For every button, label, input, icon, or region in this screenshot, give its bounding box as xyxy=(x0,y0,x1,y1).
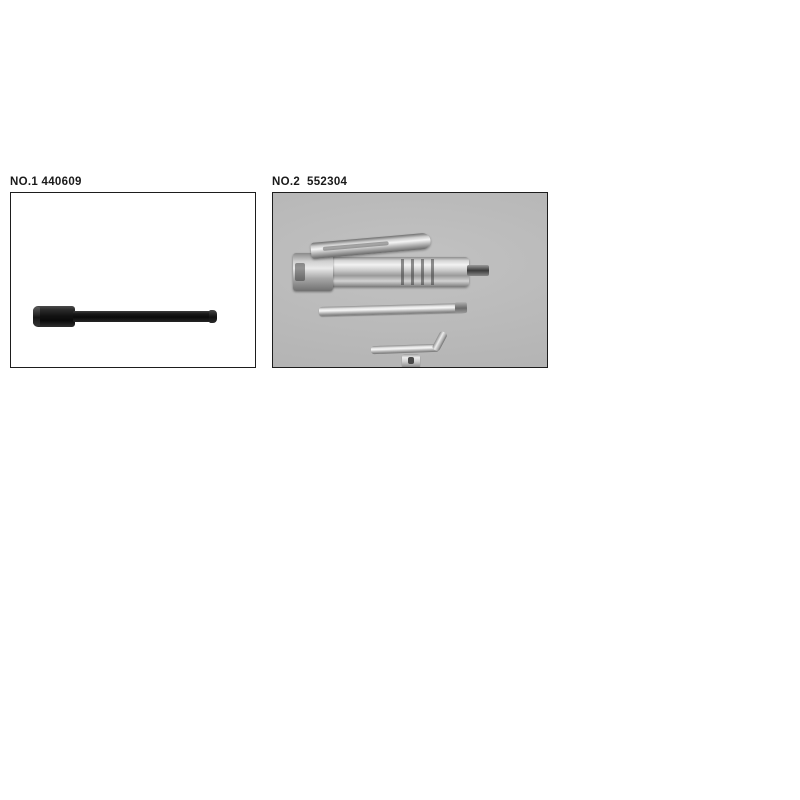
bent-tube-elbow xyxy=(431,330,447,351)
product-label-2: NO.2 552304 xyxy=(272,176,348,188)
product-item-2 xyxy=(272,176,548,368)
product-photo-1 xyxy=(10,192,256,368)
barrel-band xyxy=(421,259,424,285)
lever-slot xyxy=(323,241,389,251)
grease-gun-nozzle xyxy=(467,265,489,276)
extension-rod-graphic xyxy=(33,305,213,329)
grease-gun-barrel xyxy=(319,257,469,287)
barrel-band xyxy=(431,259,434,285)
coupler-nut xyxy=(401,353,421,368)
barrel-band xyxy=(411,259,414,285)
coupler-hole xyxy=(408,357,414,364)
product-item-1 xyxy=(10,176,256,368)
product-label-1: NO.1 440609 xyxy=(10,176,82,188)
straight-extension-tube xyxy=(319,303,465,316)
rod-end-cap xyxy=(33,307,40,326)
straight-tube-end xyxy=(455,302,467,313)
barrel-band xyxy=(401,259,404,285)
rod-tip xyxy=(209,310,217,323)
grease-gun-head-notch xyxy=(295,263,305,281)
rod-shaft xyxy=(73,311,215,322)
product-photo-2 xyxy=(272,192,548,368)
grease-gun-lever xyxy=(310,233,431,259)
